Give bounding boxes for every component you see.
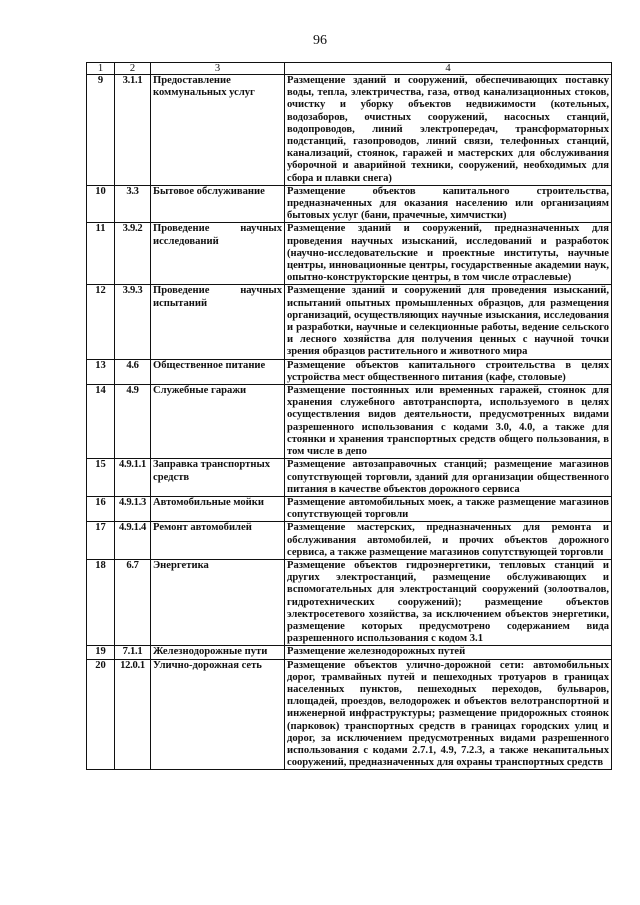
use-description: Размещение автомобильных моек, а также размещение магазинов сопутствующей торговли (285, 496, 612, 521)
row-number: 9 (87, 75, 115, 186)
table-row (87, 75, 612, 186)
table-row (87, 185, 612, 223)
page-number: 96 (313, 33, 327, 48)
row-number: 17 (87, 522, 115, 560)
table-header-row (87, 63, 612, 75)
row-number: 18 (87, 559, 115, 645)
header-col-2: 2 (115, 63, 151, 75)
table-row (87, 459, 612, 497)
use-name: Служебные гаражи (151, 385, 285, 459)
row-number: 11 (87, 223, 115, 285)
use-code: 4.6 (115, 359, 151, 384)
table-row (87, 522, 612, 560)
use-description: Размещение мастерских, предназначенных для ремонта и обслуживания автомобилей, и прочих объектов дорожного сервиса, а также размещение магазинов сопутствующей торговли (285, 522, 612, 560)
use-description: Размещение объектов гидроэнергетики, тепловых станций и других электростанций, размещение обслуживающих и вспомогательных для электростанций сооружений (золоотвалов, гидротехнических сооружений); размещение объектов электросетевого хозяйства, за исключением объектов энергетики, размещение которых предусмотрено содержанием вида разрешенного использования с кодом 3.1 (285, 559, 612, 645)
use-name: Проведение научных исследований (151, 223, 285, 285)
row-number: 15 (87, 459, 115, 497)
row-number: 19 (87, 646, 115, 659)
use-code: 7.1.1 (115, 646, 151, 659)
row-number: 16 (87, 496, 115, 521)
row-number: 13 (87, 359, 115, 384)
use-name: Предоставление коммунальных услуг (151, 75, 285, 186)
use-code: 4.9.1.3 (115, 496, 151, 521)
use-description: Размещение зданий и сооружений, обеспечивающих поставку воды, тепла, электричества, газа, отвод канализационных стоков, очистку и уборку объектов недвижимости (котельных, водозаборов, очистных сооружений, насосных станций, водопроводов, линий электропередач, трансформаторных подстанций, газопроводов, линий связи, телефонных станций, канализаций, стоянок, гаражей и мастерских для обслуживания уборочной и аварийной техники, сооружений, необходимых для сбора и плавки снега) (285, 75, 612, 186)
use-name: Бытовое обслуживание (151, 185, 285, 223)
use-description: Размещение зданий и сооружений, предназначенных для проведения научных изысканий, исследований и разработок (научно-исследовательские и проектные институты, научные центры, инновационные центры, государственные академии наук, опытно-конструкторские центры, в том числе отраслевые) (285, 223, 612, 285)
table-row (87, 385, 612, 459)
use-description: Размещение железнодорожных путей (285, 646, 612, 659)
use-code: 4.9 (115, 385, 151, 459)
use-code: 3.3 (115, 185, 151, 223)
use-name: Железнодорожные пути (151, 646, 285, 659)
row-number: 12 (87, 285, 115, 359)
use-description: Размещение зданий и сооружений для проведения изысканий, испытаний опытных промышленных образцов, для размещения организаций, осуществляющих научные изыскания, исследования и разработки, научные и селекционные работы, ведение сельского и лесного хозяйства для получения ценных с научной точки зрения образцов растительного и животного мира (285, 285, 612, 359)
use-name: Заправка транспортных средств (151, 459, 285, 497)
land-use-table (86, 62, 612, 770)
use-code: 4.9.1.1 (115, 459, 151, 497)
row-number: 10 (87, 185, 115, 223)
use-description: Размещение объектов улично-дорожной сети: автомобильных дорог, трамвайных путей и пешеходных тротуаров в границах населенных пунктов, пешеходных переходов, бульваров, площадей, проездов, велодорожек и объектов велотранспортной и инженерной инфраструктуры; размещение придорожных стоянок (парковок) транспортных средств в границах городских улиц и дорог, за исключением предусмотренных видами разрешенного использования с кодами 2.7.1, 4.9, 7.2.3, а также некапитальных сооружений, предназначенных для охраны транспортных средств (285, 659, 612, 770)
use-name: Проведение научных испытаний (151, 285, 285, 359)
use-description: Размещение постоянных или временных гаражей, стоянок для хранения служебного автотранспорта, используемого в целях осуществления видов деятельности, предусмотренных видами разрешенного использования с кодами 3.0, 4.0, а также для стоянки и хранения транспортных средств общего пользования, в том числе в депо (285, 385, 612, 459)
use-code: 3.9.2 (115, 223, 151, 285)
table-row (87, 496, 612, 521)
use-name: Общественное питание (151, 359, 285, 384)
use-name: Энергетика (151, 559, 285, 645)
table-row (87, 359, 612, 384)
use-name: Автомобильные мойки (151, 496, 285, 521)
use-code: 3.9.3 (115, 285, 151, 359)
use-name: Улично-дорожная сеть (151, 659, 285, 770)
use-description: Размещение автозаправочных станций; размещение магазинов сопутствующей торговли, зданий для организации общественного питания в качестве объектов дорожного сервиса (285, 459, 612, 497)
use-description: Размещение объектов капитального строительства в целях устройства мест общественного питания (кафе, столовые) (285, 359, 612, 384)
use-code: 12.0.1 (115, 659, 151, 770)
use-code: 3.1.1 (115, 75, 151, 186)
row-number: 20 (87, 659, 115, 770)
table-row (87, 559, 612, 645)
header-col-3: 3 (151, 63, 285, 75)
use-code: 6.7 (115, 559, 151, 645)
use-description: Размещение объектов капитального строительства, предназначенных для оказания населению или организациям бытовых услуг (бани, прачечные, химчистки) (285, 185, 612, 223)
table-row (87, 659, 612, 770)
use-code: 4.9.1.4 (115, 522, 151, 560)
table-row (87, 223, 612, 285)
header-col-1: 1 (87, 63, 115, 75)
table-row (87, 285, 612, 359)
row-number: 14 (87, 385, 115, 459)
table-row (87, 646, 612, 659)
header-col-4: 4 (285, 63, 612, 75)
use-name: Ремонт автомобилей (151, 522, 285, 560)
